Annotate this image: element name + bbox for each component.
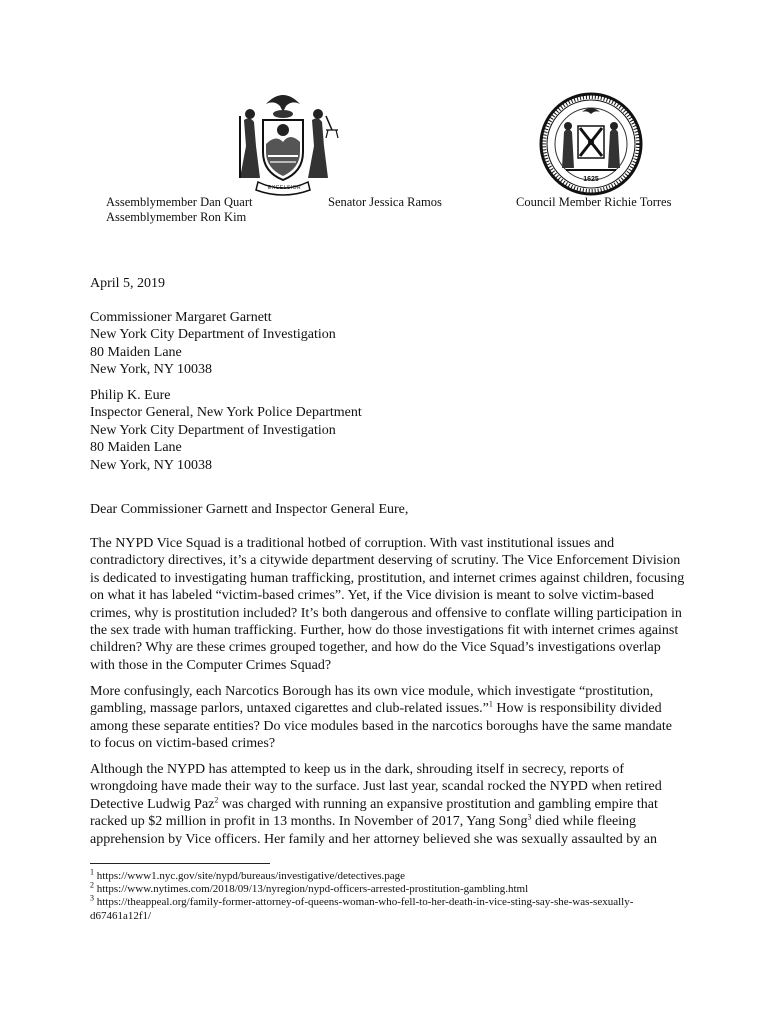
footnote-link[interactable]: https://theappeal.org/family-former-attorney-of-queens-woman-who-fell-to-her-death-in-vice-sting-say-she-was-sexually-d67461a12f1/ (90, 896, 634, 922)
footnote-number: 2 (90, 880, 94, 890)
recipient-2-line: 80 Maiden Lane (90, 440, 182, 456)
state-seal-motto: EXCELSIOR (268, 185, 302, 191)
recipient-2-line: Philip K. Eure (90, 388, 171, 403)
footnote-number: 3 (90, 893, 94, 903)
footnote-ref: 3 (527, 812, 532, 822)
footnote-number: 1 (90, 867, 94, 877)
paragraph-3-text: died while fleeing apprehension by Vice officers. Her family and her attorney believed she was sexually assaulted by an (90, 814, 658, 847)
footnote (90, 893, 690, 922)
footnote-ref: 2 (214, 795, 219, 805)
paragraph-2-text: How is responsibility divided among these separate entities? Do vice modules based in the narcotics boroughs have the same mandate to focus on victim-based crimes? (90, 701, 672, 752)
recipient-block-1 (90, 309, 336, 379)
footnotes (90, 867, 690, 923)
paragraph-3-text: was charged with running an expansive prostitution and gambling empire that racked up $2 million in profit in 13 months. In November of 2017, Yang Song (90, 796, 658, 830)
signer-left-1: Assemblymember Dan Quart (106, 195, 253, 209)
recipient-2-line: New York City Department of Investigation (90, 422, 336, 438)
body-paragraph-3 (90, 761, 686, 848)
footnote (90, 867, 690, 883)
signer-center: Senator Jessica Ramos (328, 195, 442, 209)
city-seal-year (576, 176, 606, 183)
body-paragraph-1: The NYPD Vice Squad is a traditional hotbed of corruption. With vast institutional issues and contradictory directives, it’s a citywide department deserving of scrutiny. The Vice Enforcement Division is dedicated to investigating human trafficking, prostitution, and internet crimes against children, focusing on what it has labeled “victim-based crimes”. Yet, if the Vice division is meant to solve victim-based crimes, why is prostitution included? It’s both dangerous and offensive to conflate willing participation in the sex trade with human trafficking. Further, how do those investigations fit with internet crimes against children? Why are these crimes grouped together, and how do the Vice Squad’s investigations overlap with those in the Computer Crimes Squad? (90, 536, 685, 673)
letter-date: April 5, 2019 (90, 276, 166, 291)
body-paragraph-2 (90, 683, 686, 753)
footnote-link[interactable]: https://www1.nyc.gov/site/nypd/bureaus/investigative/detectives.page (94, 870, 405, 882)
recipient-1-line: 80 Maiden Lane (90, 344, 182, 360)
recipient-2-line: New York, NY 10038 (90, 457, 212, 473)
recipient-1-line: New York City Department of Investigation (90, 327, 336, 343)
recipient-1-line: Commissioner Margaret Garnett (90, 310, 272, 325)
footnote-ref: 1 (488, 699, 493, 709)
recipient-1-line: New York, NY 10038 (90, 362, 212, 378)
footnote (90, 880, 690, 896)
signer-left-2: Assemblymember Ron Kim (106, 210, 247, 224)
recipient-2-line: Inspector General, New York Police Department (90, 405, 362, 421)
paragraph-3-text: Although the NYPD has attempted to keep us in the dark, shrouding itself in secrecy, reports of wrongdoing have made their way to the surface. Just last year, scandal rocked the NYPD when retired Detective Ludwig Paz (90, 762, 662, 812)
paragraph-2-text: More confusingly, each Narcotics Borough has its own vice module, which investigate “prostitution, gambling, massage parlors, untaxed cigarettes and club-related issues.” (90, 684, 654, 717)
city-seal-year-text: 1625 (583, 176, 599, 183)
recipient-block-2 (90, 387, 362, 474)
new-york-state-seal (226, 86, 340, 200)
salutation: Dear Commissioner Garnett and Inspector General Eure, (90, 502, 409, 517)
signer-right: Council Member Richie Torres (516, 195, 672, 209)
footnote-link[interactable]: https://www.nytimes.com/2018/09/13/nyregion/nypd-officers-arrested-prostitution-gambling.html (94, 883, 529, 896)
footnote-divider (90, 863, 270, 864)
new-york-city-seal (538, 92, 644, 196)
